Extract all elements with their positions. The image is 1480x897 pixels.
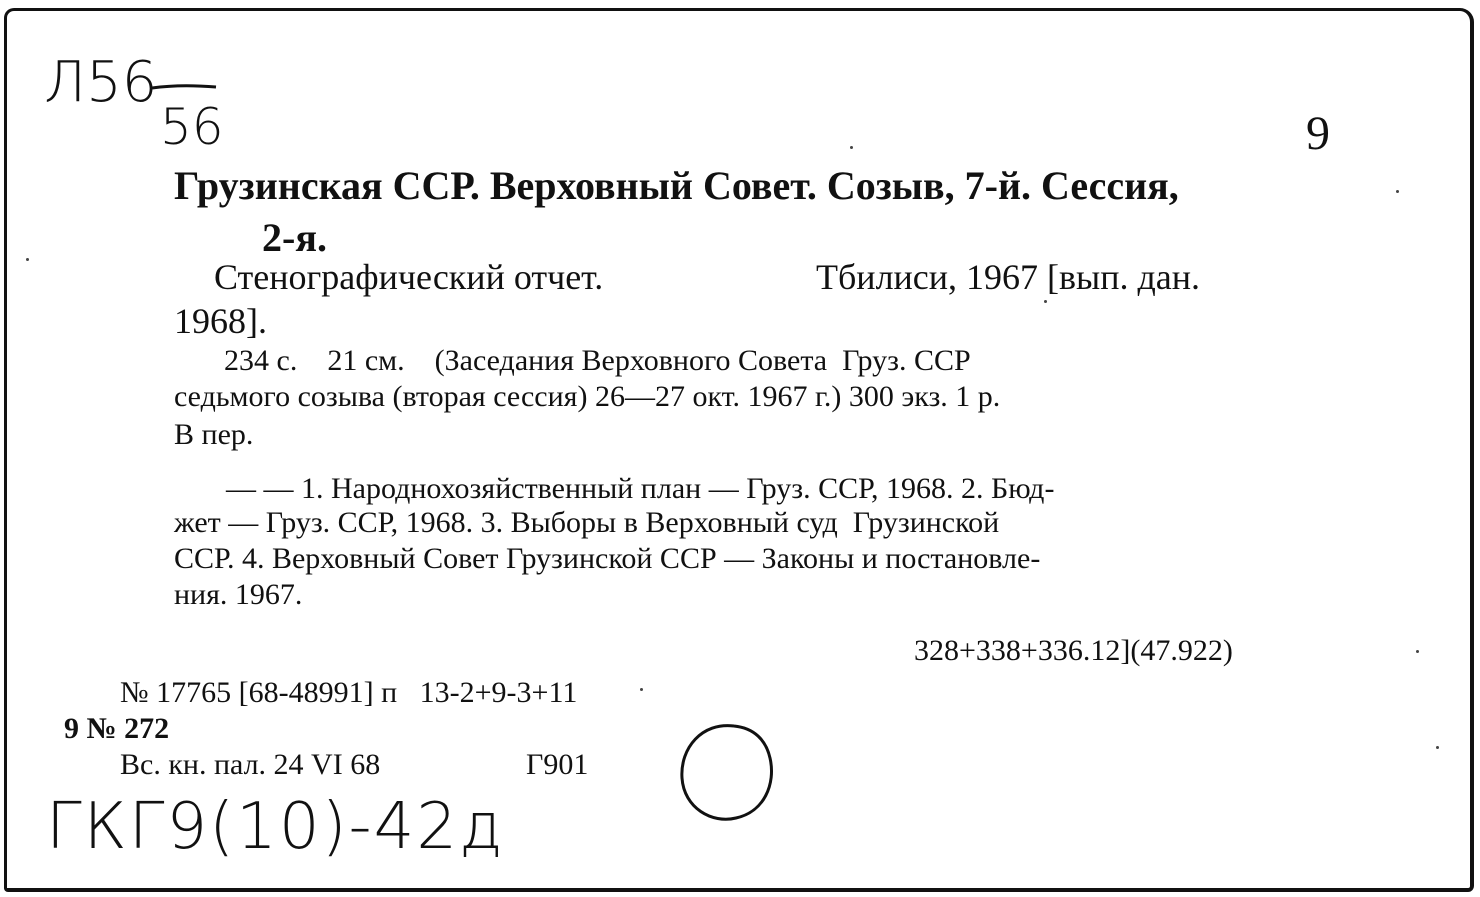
- speck: [850, 146, 853, 149]
- speck: [1416, 650, 1419, 653]
- description-line2: седьмого созыва (вторая сессия) 26—27 окт. 1967 г.) 300 экз. 1 р.: [174, 380, 1001, 413]
- subjects-line1: — — 1. Народнохозяйственный план — Груз. ССР, 1968. 2. Бюд-: [226, 472, 1055, 505]
- handwritten-shelfmark-bottom: ГКГ9(10)-42д: [46, 790, 505, 864]
- subjects-line4: ния. 1967.: [174, 578, 303, 611]
- description-line3: В пер.: [174, 418, 254, 451]
- speck: [1044, 300, 1047, 303]
- description-line1: 234 с. 21 см. (Заседания Верховного Совета Груз. ССР: [224, 344, 971, 377]
- speck: [1436, 746, 1439, 749]
- imprint-line1: № 17765 [68-48991] п 13-2+9-3+11: [120, 676, 578, 709]
- speck: [1396, 190, 1399, 193]
- handwritten-dash: [150, 82, 220, 94]
- handwritten-circle: [672, 718, 784, 830]
- speck: [26, 258, 29, 261]
- classification-index: 328+338+336.12](47.922): [914, 634, 1233, 667]
- handwritten-shelfmark-top: [44, 50, 157, 115]
- speck: [640, 688, 643, 691]
- title-line2: 1968].: [174, 301, 267, 341]
- handwritten-shelfmark-line2: 56: [160, 98, 224, 156]
- subjects-line2: жет — Груз. ССР, 1968. 3. Выборы в Верховный суд Грузинской: [174, 506, 1000, 539]
- heading-line2: 2-я.: [262, 215, 327, 260]
- imprint-line3-b: Г901: [526, 748, 589, 781]
- title-line1-a: Стенографический отчет.: [214, 257, 604, 297]
- title-line1-b: Тбилиси, 1967 [вып. дан.: [816, 257, 1201, 297]
- imprint-line3-a: Вс. кн. пал. 24 VI 68: [120, 748, 381, 781]
- card-number: 9: [1306, 107, 1330, 160]
- heading-line1: Грузинская ССР. Верховный Совет. Созыв, 7-й. Сессия,: [174, 163, 1179, 208]
- imprint-line2: 9 № 272: [64, 712, 170, 745]
- subjects-line3: ССР. 4. Верховный Совет Грузинской ССР — Законы и постановле-: [174, 542, 1041, 575]
- handwritten-shelfmark-line1: Л56: [44, 50, 158, 115]
